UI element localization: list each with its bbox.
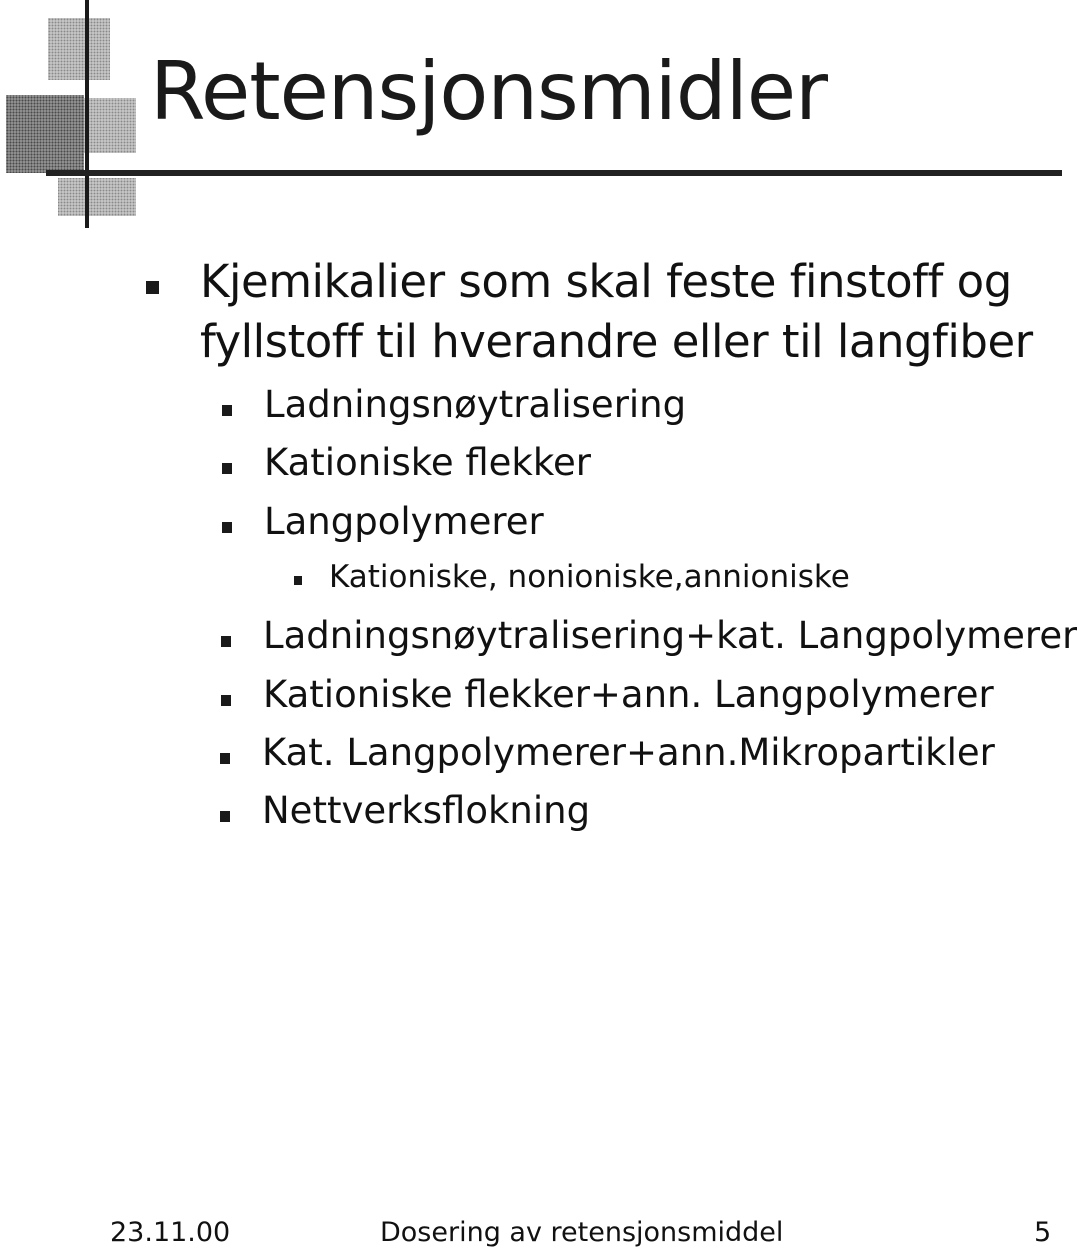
sub-bullet-text: Langpolymerer bbox=[264, 500, 544, 543]
bullet-marker bbox=[222, 463, 232, 474]
sub-bullet-item bbox=[262, 789, 590, 833]
bullet-marker bbox=[220, 811, 230, 822]
footer-date: 23.11.00 bbox=[110, 1217, 231, 1248]
sub-sub-bullet-text: Kationiske, nonioniske,annioniske bbox=[329, 559, 850, 595]
sub-bullet-text: Ladningsnøytralisering bbox=[264, 383, 687, 426]
bullet-marker bbox=[222, 405, 232, 416]
bullet-marker bbox=[221, 636, 231, 647]
sub-bullet-item bbox=[264, 383, 686, 427]
sub-bullet-item bbox=[264, 441, 591, 485]
footer-title: Dosering av retensjonsmiddel bbox=[380, 1217, 784, 1248]
sub-bullet-item bbox=[264, 500, 544, 544]
sub-bullet-text: Ladningsnøytralisering+kat. Langpolymerer bbox=[263, 614, 1077, 657]
bullet-marker bbox=[221, 695, 231, 706]
sub-bullet-item bbox=[263, 673, 994, 717]
sub-bullet-item bbox=[263, 614, 1077, 658]
slide-title: Retensjonsmidler bbox=[150, 45, 828, 138]
bullet-marker bbox=[220, 753, 230, 764]
sub-bullet-item bbox=[262, 731, 995, 775]
page-number: 5 bbox=[1034, 1217, 1052, 1248]
bullet-marker bbox=[294, 576, 302, 585]
bullet-marker bbox=[146, 281, 159, 294]
sub-sub-bullet-item bbox=[329, 558, 850, 596]
sub-bullet-text: Nettverksflokning bbox=[262, 789, 591, 832]
sub-bullet-text: Kat. Langpolymerer+ann.Mikropartikler bbox=[262, 731, 995, 774]
bullet-text: Kjemikalier som skal feste finstoff og fyllstoff til hverandre eller til langfiber bbox=[200, 255, 1033, 368]
sub-bullet-text: Kationiske flekker+ann. Langpolymerer bbox=[263, 673, 994, 716]
bullet-marker bbox=[222, 522, 232, 533]
sub-bullet-text: Kationiske flekker bbox=[264, 441, 591, 484]
bullet-item bbox=[200, 252, 1040, 372]
